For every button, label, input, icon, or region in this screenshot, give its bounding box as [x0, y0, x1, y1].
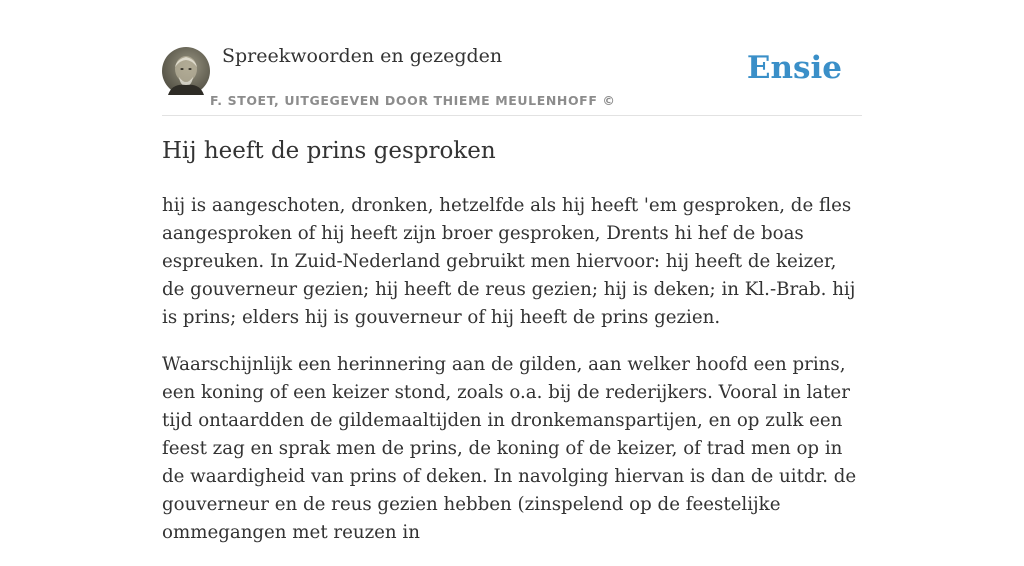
author-avatar[interactable]	[162, 47, 210, 95]
source-title[interactable]: Spreekwoorden en gezegden	[222, 45, 503, 67]
brand-logo[interactable]: Ensie	[746, 50, 842, 86]
source-credit: F. STOET, UITGEGEVEN DOOR THIEME MEULENHOFF ©	[210, 93, 616, 108]
entry-paragraph-1: hij is aangeschoten, dronken, hetzelfde als hij heeft 'em gesproken, de fles aangesproken of hij heeft zijn broer gesproken, Drents hi hef de boas espreuken. In Zuid-Nederland gebruikt men hiervoor: hij heeft de keizer, de gouverneur gezien; hij heeft de reus gezien; hij is deken; in Kl.-Brab. hij is prins; elders hij is gouverneur of hij heeft de prins gezien.	[162, 195, 856, 328]
author-portrait-icon	[162, 47, 210, 95]
entry-content	[162, 192, 862, 566]
entry-paragraph-2: Waarschijnlijk een herinnering aan de gilden, aan welker hoofd een prins, een koning of een keizer stond, zoals o.a. bij de rederijkers. Vooral in later tijd ontaardden de gildemaaltijden in dronkemanspartijen, en op zulk een feest zag en sprak men de prins, de koning of de keizer, of trad men op in de waardigheid van prins of deken. In navolging hiervan is dan de uitdr. de gouverneur en de reus gezien hebben (zinspelend op de feestelijke ommegangen met reuzen in	[162, 354, 857, 543]
entry-title: Hij heeft de prins gesproken	[162, 138, 496, 164]
header	[162, 0, 862, 116]
